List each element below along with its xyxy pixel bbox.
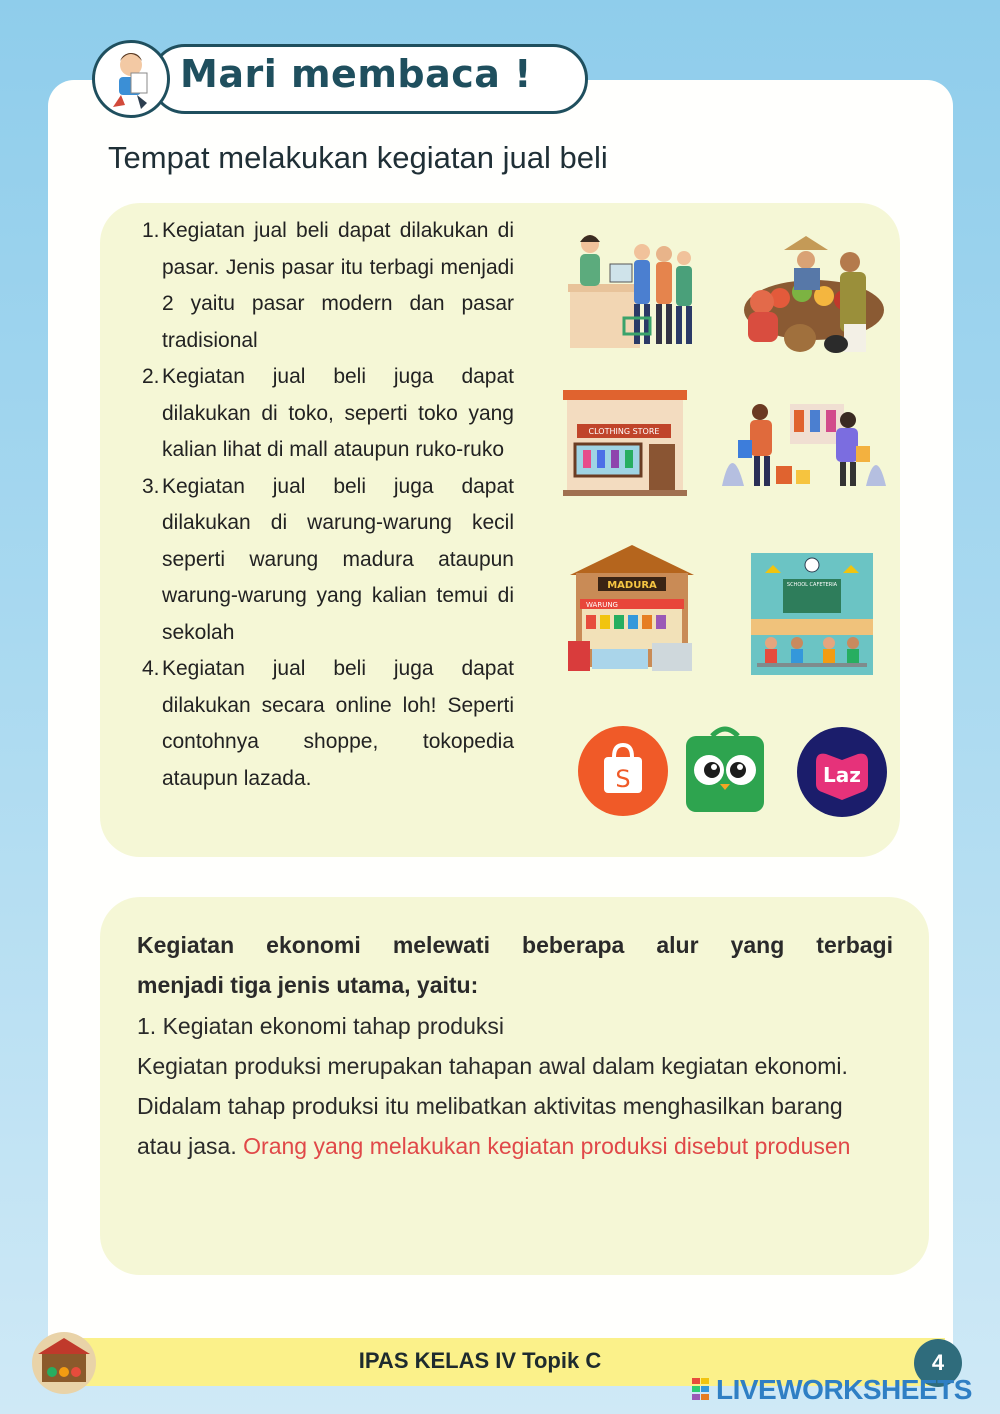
economy-highlight: Orang yang melakukan kegiatan produksi disebut produsen [243,1133,851,1160]
item-number: 1. [142,219,160,242]
shoppers-illustration [716,400,888,490]
list-item [142,651,514,797]
economy-text [137,925,893,1167]
item-text: Kegiatan jual beli juga dapat dilakukan di warung-warung kecil seperti warung madura ataupun warung-warung yang kalian temui di sekolah [162,474,514,644]
item-number: 3. [142,474,160,498]
section-title: Tempat melakukan kegiatan jual beli [108,140,608,175]
economy-intro-line1: Kegiatan ekonomi melewati beberapa alur yang terbagi [137,932,893,958]
lazada-text: Laz [823,763,861,787]
clothing-store-illustration [563,390,689,496]
warung-madura-illustration [562,545,702,673]
reading-child-avatar [92,40,170,118]
list-item [142,213,514,359]
places-list [142,213,514,797]
school-canteen-illustration [751,553,873,675]
item-text: Kegiatan jual beli juga dapat dilakukan di toko, seperti toko yang kalian lihat di mall ataupun ruko-ruko [162,365,514,461]
canteen-sign-text: SCHOOL CAFETERIA [786,582,838,588]
traditional-market-illustration [740,232,888,356]
liveworksheets-watermark: LIVEWORKSHEETS [716,1374,972,1405]
shopee-letter: S [615,765,631,793]
list-item [142,469,514,652]
economy-description: Kegiatan produksi merupakan tahapan awal dalam kegiatan ekonomi. Didalam tahap produksi itu melibatkan aktivitas menghasilkan barang atau jasa. [137,1052,848,1160]
header-title: Mari membaca ! [180,52,532,96]
lazada-logo-icon [796,726,888,818]
warung-sign-text: MADURA [607,580,657,591]
item-text: Kegiatan jual beli dapat dilakukan di pasar. Jenis pasar itu terbagi menjadi 2 yaitu pasar modern dan pasar tradisional [162,219,514,352]
item-text: Kegiatan jual beli juga dapat dilakukan secara online loh! Seperti contohnya shoppe, tokopedia ataupun lazada. [162,657,514,790]
liveworksheets-icon [692,1378,710,1402]
tokopedia-logo-icon [684,722,766,814]
economy-intro-line2: menjadi tiga jenis utama, yaitu: [137,972,479,999]
page-number: 4 [914,1339,962,1387]
warung-banner-text: WARUNG [586,601,618,609]
shopee-logo-icon [577,725,669,817]
supermarket-checkout-illustration [568,228,700,354]
store-sign-text: CLOTHING STORE [588,427,660,436]
list-item [142,359,514,469]
item-number: 4. [142,657,160,680]
economy-point-1: 1. Kegiatan ekonomi tahap produksi [137,1012,504,1039]
footer-title: IPAS KELAS IV Topik C [358,1348,602,1373]
item-number: 2. [142,365,160,388]
